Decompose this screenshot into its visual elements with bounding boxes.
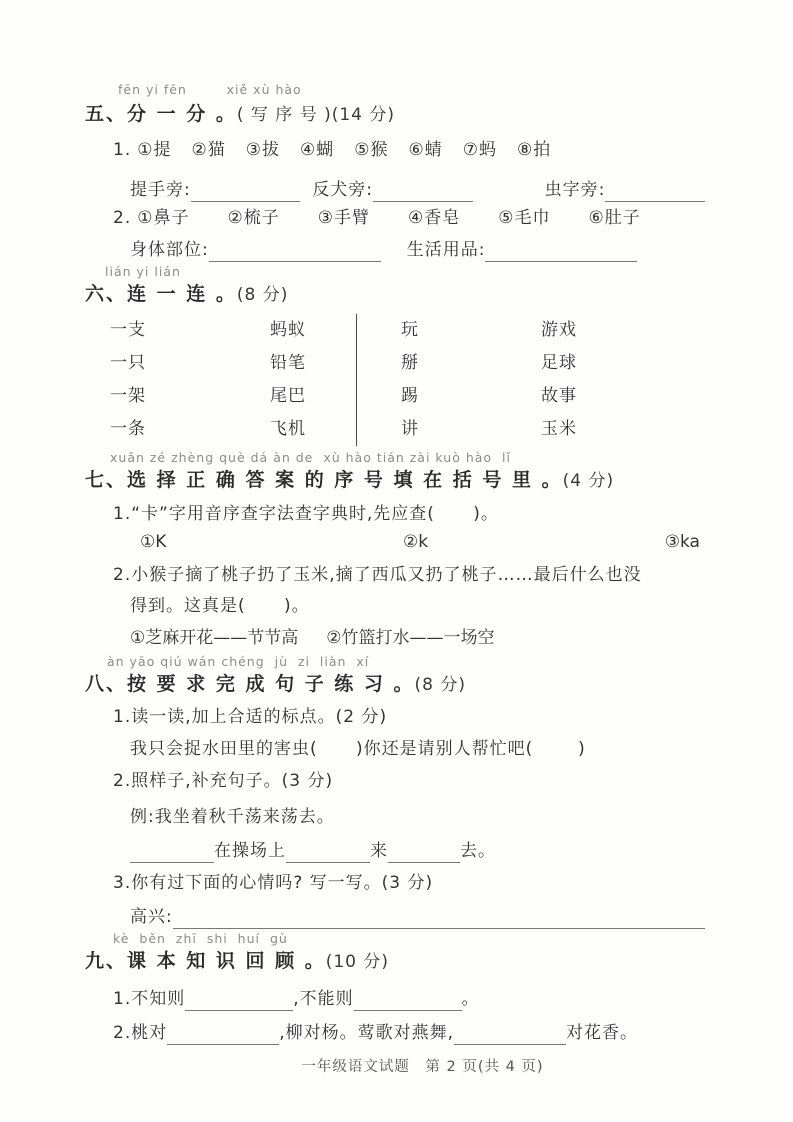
question-number: 1. xyxy=(113,140,132,160)
fill-text: 来 xyxy=(370,841,388,861)
blank-label: 虫字旁: xyxy=(544,180,606,200)
word-option: ③手臂 xyxy=(317,208,370,228)
measure-word: 一条 xyxy=(110,419,146,439)
section8-q2: 2.照样子,补充句子。(3 分) xyxy=(113,771,334,791)
matching-exercise xyxy=(110,314,705,446)
match-right-columns xyxy=(356,314,705,446)
section7-q1: 1.“卡”字用音序查字法查字典时,先应查( )。 xyxy=(113,504,499,524)
section8-q2-fill-line xyxy=(130,839,705,863)
answer-blank xyxy=(167,1024,279,1045)
noun-word: 蚂蚁 xyxy=(270,320,306,340)
section7-title-text: 七、选 择 正 确 答 案 的 序 号 填 在 括 号 里 。 xyxy=(85,469,563,491)
option-2: ②竹篮打水——一场空 xyxy=(326,628,495,648)
measure-word: 一架 xyxy=(110,386,146,406)
measure-word: 一只 xyxy=(110,353,146,373)
match-row xyxy=(110,380,356,413)
verb-word: 玩 xyxy=(401,320,419,340)
verb-word: 掰 xyxy=(401,353,419,373)
match-row xyxy=(110,347,356,380)
section6-pinyin: lián yi lián xyxy=(105,264,181,279)
match-row xyxy=(401,314,705,347)
verb-word: 讲 xyxy=(401,419,419,439)
word-option: ②梳子 xyxy=(227,208,280,228)
answer-blank xyxy=(388,842,460,863)
fill-text: 在操场上 xyxy=(214,841,286,861)
blank-label: 反犬旁: xyxy=(312,180,374,200)
section9-q2 xyxy=(113,1017,705,1045)
section8-title-text: 八、按 要 求 完 成 句 子 练 习 。 xyxy=(85,673,415,695)
noun-word: 飞机 xyxy=(270,419,306,439)
object-word: 足球 xyxy=(541,353,577,373)
answer-blank xyxy=(191,181,301,202)
object-word: 故事 xyxy=(541,386,577,406)
section7-title-note: (4 分) xyxy=(562,471,615,491)
section7-q2-options xyxy=(130,623,705,648)
section9-title-text: 九、课 本 知 识 回 顾 。 xyxy=(85,950,326,972)
answer-blank xyxy=(354,990,462,1011)
char-option: ⑤猴 xyxy=(354,140,389,160)
answer-blank xyxy=(454,1024,566,1045)
section7-q2-line2: 得到。这真是( )。 xyxy=(130,596,310,616)
section7-pinyin: xuǎn zé zhèng què dá àn de xù hào tián zài kuò hào lǐ xyxy=(110,450,511,465)
section8-pinyin: àn yāo qiú wán chéng jù zi liàn xí xyxy=(107,654,370,669)
answer-blank xyxy=(130,842,214,863)
section8-q1-sentence: 我只会捉水田里的害虫( )你还是请别人帮忙吧( ) xyxy=(130,739,586,759)
sentence-segment: 1.不知则 xyxy=(113,989,186,1009)
match-row xyxy=(401,413,705,446)
char-option: ③拔 xyxy=(245,140,280,160)
char-option: ⑦蚂 xyxy=(462,140,497,160)
word-option: ⑤毛巾 xyxy=(498,208,551,228)
section6-title xyxy=(85,280,705,308)
sentence-segment: 对花香。 xyxy=(566,1023,639,1043)
section5-title-text: 五、分 一 分 。 xyxy=(85,103,237,125)
section8-q1: 1.读一读,加上合适的标点。(2 分) xyxy=(113,707,388,727)
section5-q1-items xyxy=(113,138,705,162)
char-option: ⑧拍 xyxy=(516,140,552,160)
option-1: ①K xyxy=(140,532,167,552)
blank-label: 生活用品: xyxy=(406,240,486,260)
blank-label: 身体部位: xyxy=(130,240,209,260)
section8-q3-answer-line xyxy=(130,905,705,929)
answer-blank xyxy=(605,181,705,202)
section9-title xyxy=(85,947,705,975)
match-row xyxy=(110,413,356,446)
match-row xyxy=(110,314,356,347)
match-left-columns xyxy=(110,314,356,446)
sentence-segment: 。 xyxy=(461,989,480,1009)
section5-q2-blanks xyxy=(130,234,705,262)
object-word: 游戏 xyxy=(541,320,577,340)
section7-q2-line1: 2.小猴子摘了桃子扔了玉米,摘了西瓜又扔了桃子……最后什么也没 xyxy=(113,565,642,585)
word-option: ④香皂 xyxy=(407,208,461,228)
blank-label: 提手旁: xyxy=(130,180,191,200)
section5-title-note: ( 写 序 号 )(14 分) xyxy=(236,105,396,125)
option-3: ③ka xyxy=(664,532,700,552)
section6-title-text: 六、连 一 连 。 xyxy=(85,283,237,305)
section5-q1-blanks xyxy=(130,174,705,202)
answer-blank xyxy=(286,842,370,863)
match-row xyxy=(401,380,705,413)
section5-title xyxy=(85,100,705,128)
object-word: 玉米 xyxy=(541,419,577,439)
char-option: ⑥蜻 xyxy=(408,140,443,160)
noun-word: 尾巴 xyxy=(270,386,306,406)
section6-title-note: (8 分) xyxy=(236,285,289,305)
question-number: 2. xyxy=(113,208,132,228)
noun-word: 铅笔 xyxy=(270,353,306,373)
section9-q1 xyxy=(113,983,705,1011)
verb-word: 踢 xyxy=(401,386,419,406)
answer-blank xyxy=(209,241,381,262)
section9-pinyin: kè běn zhī shi huí gù xyxy=(113,931,288,946)
section5-pinyin: fēn yi fēn xiě xù hào xyxy=(118,82,302,97)
match-row xyxy=(401,347,705,380)
option-2: ②k xyxy=(403,532,429,552)
section7-q1-options xyxy=(140,532,700,552)
sentence-segment: ,柳对杨。莺歌对燕舞, xyxy=(279,1023,455,1043)
section8-title-note: (8 分) xyxy=(414,675,467,695)
section8-q3: 3.你有过下面的心情吗? 写一写。(3 分) xyxy=(113,873,434,893)
char-option: ④蝴 xyxy=(299,140,335,160)
section9-title-note: (10 分) xyxy=(325,952,390,972)
section7-title xyxy=(85,466,705,494)
answer-blank xyxy=(173,908,705,929)
fill-text: 去。 xyxy=(460,841,496,861)
section5-q2-items xyxy=(113,206,705,230)
section8-title xyxy=(85,670,705,698)
option-1: ①芝麻开花——节节高 xyxy=(130,628,299,648)
section8-q2-example: 例:我坐着秋千荡来荡去。 xyxy=(130,807,335,827)
answer-blank xyxy=(185,990,293,1011)
char-option: ②猫 xyxy=(191,140,226,160)
sentence-segment: ,不能则 xyxy=(293,989,354,1009)
measure-word: 一支 xyxy=(110,320,146,340)
char-option: ①提 xyxy=(137,140,172,160)
emotion-label: 高兴: xyxy=(130,907,173,927)
answer-blank xyxy=(485,241,637,262)
answer-blank xyxy=(373,181,473,202)
page-footer: 一年级语文试题 第 2 页(共 4 页) xyxy=(301,1059,544,1075)
word-option: ①鼻子 xyxy=(137,208,190,228)
word-option: ⑥肚子 xyxy=(588,208,641,228)
sentence-segment: 2.桃对 xyxy=(113,1023,168,1043)
